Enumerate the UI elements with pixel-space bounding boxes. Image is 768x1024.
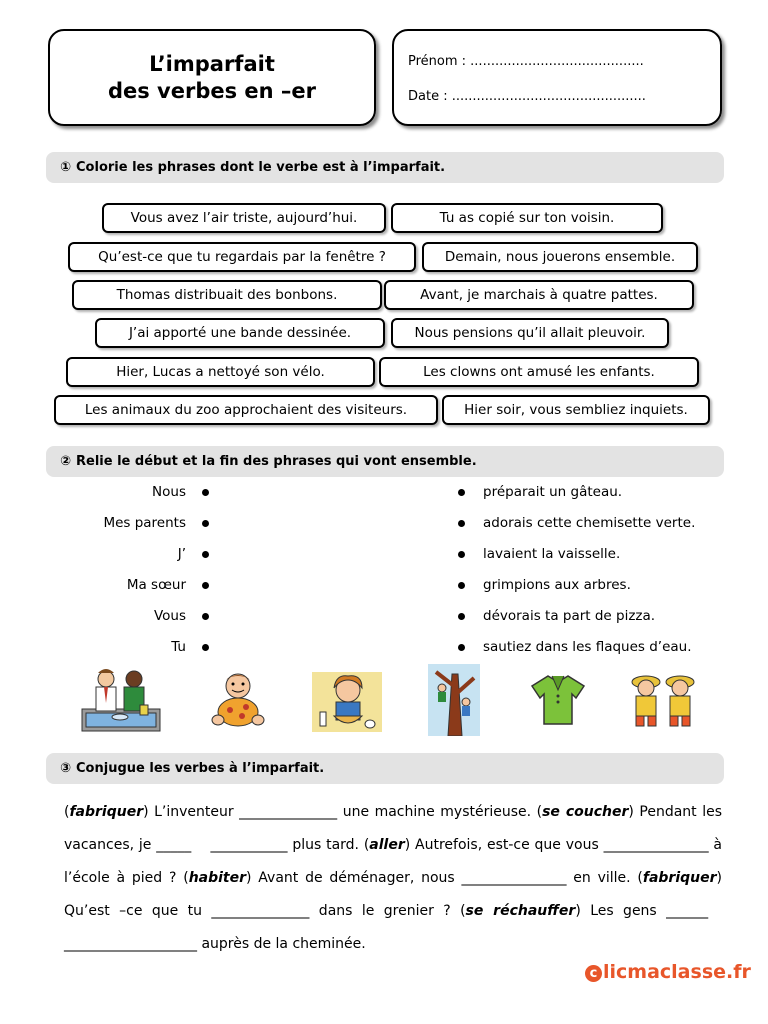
date-field[interactable]: Date : ............................................... [408, 89, 646, 104]
left-match-dot[interactable] [202, 582, 209, 589]
student-info-box [392, 29, 722, 126]
section-3-number: ③ [60, 761, 72, 776]
subject-label: Ma sœur [126, 577, 186, 593]
text-segment: une machine mystérieuse. ( [337, 804, 543, 820]
verb-hint: se coucher [542, 804, 629, 820]
text-segment: à l’école à pied ? ( [64, 837, 722, 886]
verb-hint: fabriquer [69, 804, 144, 820]
section-3-instruction: Conjugue les verbes à l’imparfait. [76, 761, 325, 776]
kids-in-raincoats-illustration [624, 670, 702, 730]
dishwashing-couple-illustration [80, 665, 162, 735]
sentence-box[interactable]: J’ai apporté une bande dessinée. [95, 318, 385, 348]
right-match-dot[interactable] [458, 613, 465, 620]
sentence-box[interactable]: Les animaux du zoo approchaient des visiteurs. [54, 395, 438, 425]
sentence-box[interactable]: Nous pensions qu’il allait pleuvoir. [391, 318, 669, 348]
text-segment: ) Les gens [575, 903, 667, 919]
subject-label: Mes parents [103, 515, 186, 531]
right-match-dot[interactable] [458, 520, 465, 527]
right-match-dot[interactable] [458, 551, 465, 558]
answer-blank[interactable]: ______________ [211, 903, 310, 919]
subject-label: J’ [177, 546, 186, 562]
verb-hint: habiter [188, 870, 247, 886]
section-2-instruction: Relie le début et la fin des phrases qui vont ensemble. [76, 454, 477, 469]
right-match-dot[interactable] [458, 489, 465, 496]
section-2-bar [46, 446, 724, 477]
left-match-dot[interactable] [202, 551, 209, 558]
left-match-dot[interactable] [202, 613, 209, 620]
ending-label: sautiez dans les flaques d’eau. [483, 639, 692, 655]
sentence-box[interactable]: Qu’est-ce que tu regardais par la fenêtre ? [68, 242, 416, 272]
prenom-field[interactable]: Prénom : .......................................... [408, 54, 644, 69]
left-match-dot[interactable] [202, 644, 209, 651]
text-segment: ) Autrefois, est-ce que vous [404, 837, 604, 853]
text-segment: ) Avant de déménager, nous [246, 870, 462, 886]
logo-c-mark: c [585, 965, 602, 982]
left-match-dot[interactable] [202, 520, 209, 527]
green-shirt-illustration [530, 672, 586, 728]
sentence-box[interactable]: Hier, Lucas a nettoyé son vélo. [66, 357, 375, 387]
sentence-box[interactable]: Avant, je marchais à quatre pattes. [384, 280, 694, 310]
title-line-1: L’imparfait [149, 51, 275, 76]
sentence-box[interactable]: Hier soir, vous sembliez inquiets. [442, 395, 710, 425]
tree-climbing-illustration [428, 664, 480, 736]
title-line-2: des verbes en –er [107, 78, 317, 103]
conjugation-paragraph: (fabriquer) L’inventeur ______________ une machine mystérieuse. (se coucher) Pendant les vacances, je _____ ___________ plus tard. (aller) Autrefois, est-ce que vous _______________ à l’école à pied ? (habiter) Avant de déménager, nous _______________ en ville. (fabriquer) Qu’est –ce que tu ______________ dans le grenier ? (se réchauffer) Les gens ______ ___________________ auprès de la cheminée. [64, 804, 722, 952]
answer-blank[interactable]: ______ [666, 903, 709, 919]
answer-blank[interactable]: _______________ [603, 837, 709, 853]
sentence-box[interactable]: Les clowns ont amusé les enfants. [379, 357, 699, 387]
sentence-box[interactable]: Vous avez l’air triste, aujourd’hui. [102, 203, 386, 233]
sentence-box[interactable]: Thomas distribuait des bonbons. [72, 280, 382, 310]
right-match-dot[interactable] [458, 644, 465, 651]
text-segment: ) Qu’est –ce que tu [64, 870, 722, 919]
sentence-box[interactable]: Tu as copié sur ton voisin. [391, 203, 663, 233]
title-box [48, 29, 376, 126]
verb-hint: fabriquer [642, 870, 717, 886]
answer-blank[interactable]: _____ [156, 837, 192, 853]
section-1-number: ① [60, 160, 72, 175]
right-match-dot[interactable] [458, 582, 465, 589]
left-match-dot[interactable] [202, 489, 209, 496]
logo-text: licmaclasse.fr [603, 961, 751, 983]
subject-label: Tu [171, 639, 186, 655]
answer-blank[interactable]: _______________ [461, 870, 567, 886]
subject-label: Nous [152, 484, 186, 500]
answer-blank[interactable]: ______________ [239, 804, 338, 820]
text-segment: en ville. ( [566, 870, 643, 886]
section-1-instruction: Colorie les phrases dont le verbe est à l’imparfait. [76, 160, 446, 175]
subject-label: Vous [153, 608, 186, 624]
answer-blank[interactable]: ___________ [210, 837, 288, 853]
verb-hint: se réchauffer [465, 903, 576, 919]
verb-hint: aller [369, 837, 405, 853]
ending-label: lavaient la vaisselle. [483, 546, 621, 562]
text-segment: L’inventeur [148, 804, 240, 820]
text-segment: ) Pendant les vacances, je [64, 804, 722, 853]
clicmaclasse-logo [585, 961, 751, 983]
ending-label: préparait un gâteau. [483, 484, 623, 500]
sentence-box[interactable]: Demain, nous jouerons ensemble. [422, 242, 698, 272]
boy-eating-pizza-illustration [210, 670, 266, 728]
section-3-bar [46, 753, 724, 784]
text-segment: plus tard. ( [287, 837, 370, 853]
ending-label: grimpions aux arbres. [483, 577, 631, 593]
section-1-bar [46, 152, 724, 183]
text-segment: auprès de la cheminée. [197, 936, 366, 952]
text-segment: dans le grenier ? ( [309, 903, 466, 919]
ending-label: dévorais ta part de pizza. [483, 608, 656, 624]
child-baking-illustration [312, 672, 382, 732]
ending-label: adorais cette chemisette verte. [483, 515, 696, 531]
answer-blank[interactable]: ___________________ [64, 936, 197, 952]
section-2-number: ② [60, 454, 72, 469]
